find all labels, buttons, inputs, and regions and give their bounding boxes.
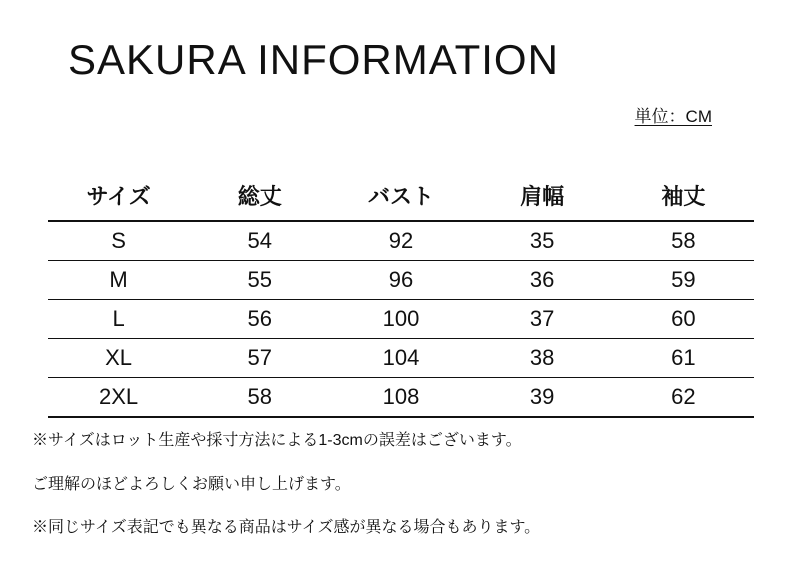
cell-bust: 104 <box>382 345 420 370</box>
cell-size: M <box>109 267 128 292</box>
cell-sleeve: 59 <box>671 267 696 292</box>
column-header-sleeve: 袖丈 <box>661 183 706 209</box>
note-size-variation: ※同じサイズ表記でも異なる商品はサイズ感が異なる場合もあります。 <box>32 519 541 537</box>
page-title: SAKURA INFORMATION <box>68 36 559 83</box>
column-header-shoulder: 肩幅 <box>520 183 565 209</box>
cell-sleeve: 58 <box>671 228 696 253</box>
cell-length: 57 <box>247 345 273 370</box>
table-row <box>48 339 754 378</box>
note-tolerance: ※サイズはロット生産や採寸方法による1-3cmの誤差はございます。 <box>32 432 522 449</box>
cell-shoulder: 39 <box>529 384 555 409</box>
table-header-row <box>48 176 754 221</box>
table-header <box>48 176 754 221</box>
cell-length: 55 <box>247 267 273 292</box>
column-header-size: サイズ <box>86 183 151 209</box>
size-chart-table <box>48 176 754 418</box>
cell-bust: 92 <box>388 228 414 253</box>
cell-bust: 96 <box>388 267 414 292</box>
cell-size: XL <box>105 345 133 370</box>
cell-size: S <box>111 228 126 253</box>
cell-shoulder: 35 <box>529 228 555 253</box>
cell-length: 56 <box>247 306 273 331</box>
note-understanding: ご理解のほどよろしくお願い申し上げます。 <box>32 475 351 493</box>
cell-sleeve: 60 <box>671 306 696 331</box>
table-row <box>48 221 754 261</box>
cell-shoulder: 38 <box>529 345 555 370</box>
cell-sleeve: 62 <box>671 384 696 409</box>
cell-bust: 100 <box>382 306 420 331</box>
cell-sleeve: 61 <box>671 345 696 370</box>
column-header-bust: バスト <box>367 183 434 209</box>
cell-shoulder: 37 <box>529 306 555 331</box>
column-header-length: 総丈 <box>237 183 282 209</box>
table-row <box>48 300 754 339</box>
table-row <box>48 378 754 418</box>
cell-bust: 108 <box>382 384 420 409</box>
cell-length: 54 <box>247 228 273 253</box>
table-row <box>48 261 754 300</box>
cell-length: 58 <box>247 384 273 409</box>
cell-shoulder: 36 <box>529 267 555 292</box>
cell-size: L <box>112 306 125 331</box>
table-body <box>48 221 754 417</box>
notes-section <box>32 430 772 539</box>
unit-label: 単位：CM <box>634 107 712 126</box>
cell-size: 2XL <box>99 384 139 409</box>
